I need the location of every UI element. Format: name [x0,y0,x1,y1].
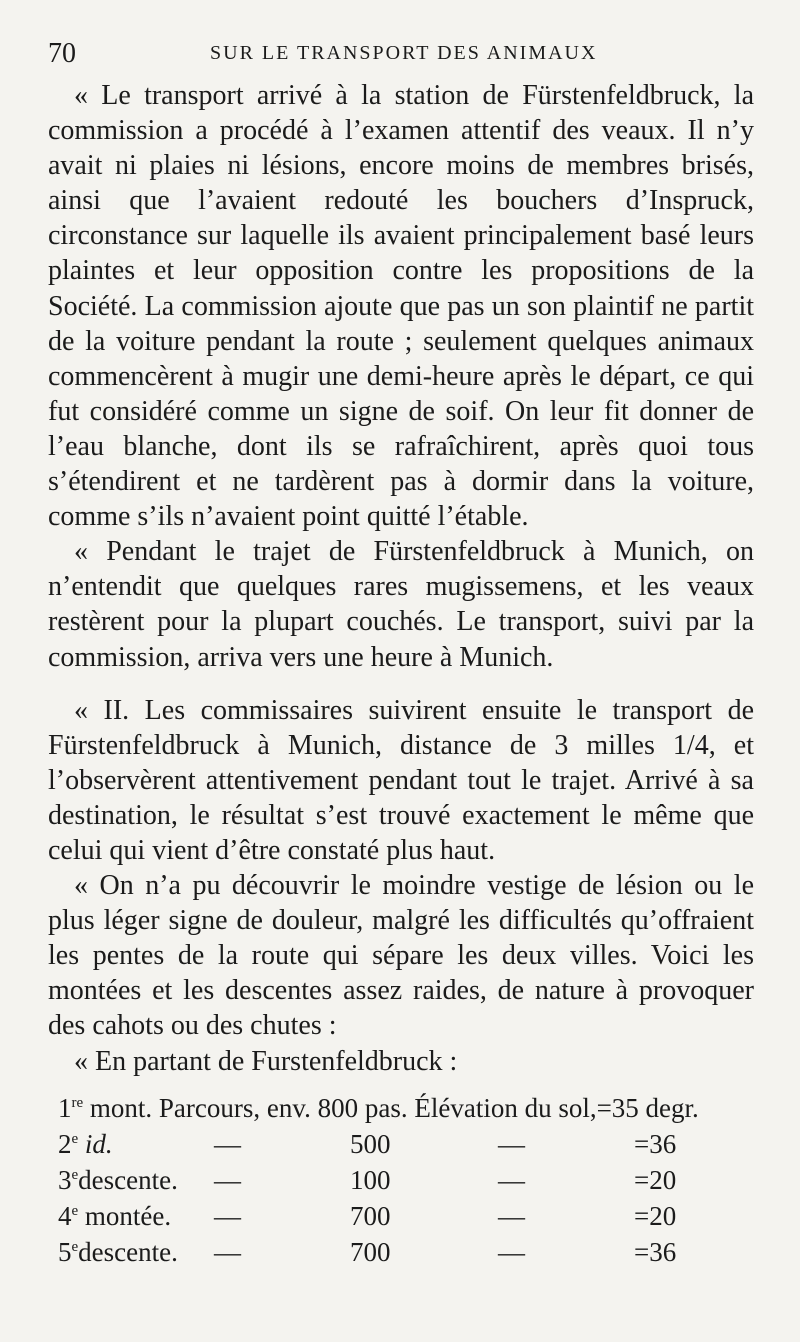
ditto-dash: — [214,1236,241,1267]
table-row [48,1093,754,1129]
ditto-dash: — [214,1164,241,1195]
row-label: 2e id. [58,1128,113,1159]
table-row [48,1201,754,1237]
running-title: SUR LE TRANSPORT DES ANIMAUX [210,42,598,64]
paragraph-4: « On n’a pu découvrir le moindre vestige de lésion ou le plus léger signe de douleur, malgré les difficultés qu’offraient les pentes de la route qui sépare les deux villes. Voici les montées et les descentes assez raides, de nature à provoquer des cahots ou des chutes : [48,870,754,1042]
distance-value: 700 [350,1236,391,1267]
row-number: 1 [58,1092,72,1123]
row-label: 5edescente. [58,1236,178,1267]
elevation-value: =20 [634,1164,677,1195]
distance-value: 700 [350,1200,391,1231]
distance-value: 100 [350,1164,391,1195]
row-label: 3edescente. [58,1164,178,1195]
table-row [48,1165,754,1201]
elevation-value: =36 [634,1236,677,1267]
ditto-dash: — [214,1200,241,1231]
distance-value: 500 [350,1128,391,1159]
paragraph-5: « En partant de Furstenfeldbruck : [74,1045,458,1077]
page-number: 70 [48,38,76,69]
row-label: 4e montée. [58,1200,172,1231]
table-row [48,1237,754,1273]
ditto-dash: — [498,1128,525,1159]
paragraph-3: « II. Les commissaires suivirent ensuite le transport de Fürstenfeldbruck à Munich, distance de 3 milles 1/4, et l’observèrent attentivement pendant tout le trajet. Arrivé à sa destination, le résultat s’est trouvé exactement le même que celui qui vient d’être constaté plus haut. [48,694,754,866]
page-body [48,78,754,1273]
row-text: mont. Parcours, env. 800 pas. Élévation du sol,=35 degr. [83,1092,699,1123]
elevation-value: =20 [634,1200,677,1231]
elevation-value: =36 [634,1128,677,1159]
ditto-dash: — [214,1128,241,1159]
ditto-dash: — [498,1236,525,1267]
ditto-dash: — [498,1164,525,1195]
row-ordinal: re [71,1094,84,1111]
slope-table [48,1093,754,1273]
table-row [48,1129,754,1165]
paragraph-1: « Le transport arrivé à la station de Fürstenfeldbruck, la commission a procédé à l’examen attentif des veaux. Il n’y avait ni plaies ni lésions, encore moins de membres brisés, ainsi que l’avaient redouté les bouchers d’Inspruck, circonstance sur laquelle ils avaient principalement basé leurs plaintes et leur opposition contre les propositions de la Société. La commission ajoute que pas un son plaintif ne partit de la voiture pendant la route ; seulement quelques animaux commencèrent à mugir une demi-heure après le départ, ce qui fut considéré comme un signe de soif. On leur fit donner de l’eau blanche, dont ils se rafraîchirent, après quoi tous s’étendirent et ne tardèrent pas à dormir dans la voiture, comme s’ils n’avaient point quitté l’étable. [48,80,754,533]
ditto-dash: — [498,1200,525,1231]
page-header [48,38,768,78]
paragraph-2: « Pendant le trajet de Fürstenfeldbruck à Munich, on n’entendit que quelques rares mugissemens, et les veaux restèrent pour la plupart couchés. Le transport, suivi par la commission, arriva vers une heure à Munich. [48,536,754,673]
